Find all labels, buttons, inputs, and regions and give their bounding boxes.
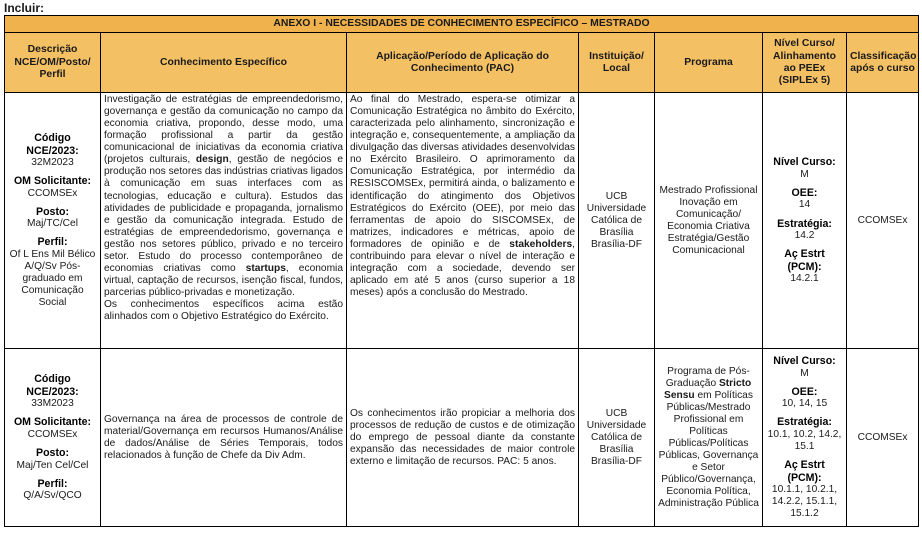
header-conhecimento: Conhecimento Específico [101, 33, 347, 93]
descricao-cell [5, 349, 101, 527]
ac-estrt-label: Aç Estrt (PCM): [784, 459, 825, 484]
programa-text: Mestrado Profissional Inovação em Comunicação/ Economia Criativa Estratégia/Gestão Comunicacional [659, 184, 758, 256]
ac-estrt-value: 14.2.1 [790, 273, 819, 285]
classificacao-cell: CCOMSEx [847, 349, 919, 527]
instituicao-cell: UCB Universidade Católica de Brasília Brasília-DF [579, 93, 655, 349]
codigo-label: Código NCE/2023: [26, 373, 79, 398]
om-value: CCOMSEx [27, 428, 78, 440]
oee-label: OEE: [791, 385, 818, 398]
nivel-cell [763, 93, 847, 349]
aplicacao-text: Ao final do Mestrado, espera-se otimizar a Comunicação Estratégica no âmbito do Exército, caracterizada pelo alinhamento, sincronização e integração e, consequentemente, a ampliação da divulgação das diversas atividades desenvolvidas no Exército Brasileiro. O aprimoramento da Comunicação Estratégica, por intermédio da RESISCOMSEx, permitirá ainda, o balizamento e identificação do atingimento dos Objetivos Estratégicos do Exército (OEE), por meio das ferramentas de apoio do SISCOMSEx, de matrizes, indicadores e métricas, apoio de formadores de opinião e de [350, 94, 575, 250]
estrategia-label: Estratégia: [777, 416, 832, 429]
nivel-curso-value: M [800, 168, 809, 180]
om-value: CCOMSEx [27, 187, 78, 199]
stakeholders-term: stakeholders [509, 238, 573, 250]
header-programa: Programa [655, 33, 763, 93]
header-classificacao: Classificação após o curso [847, 33, 919, 93]
conhecimento-note: Os conhecimentos específicos acima estão alinhados com o Objetivo Estratégico do Exército. [104, 298, 343, 322]
estrategia-label: Estratégia: [777, 217, 832, 230]
programa-text: em Políticas Públicas/Mestrado Profissional em Políticas Públicas/Políticas Públicas, Governança e Setor Público/Governança, Economia Política, Administração Pública [658, 389, 759, 509]
header-descricao: Descrição NCE/OM/Posto/ Perfil [5, 33, 101, 93]
aplicacao-cell [347, 349, 579, 527]
perfil-value: Of L Ens Mil Bélico A/Q/Sv Pós-graduado em Comunicação Social [9, 248, 96, 309]
perfil-label: Perfil: [37, 477, 68, 490]
perfil-label: Perfil: [37, 236, 68, 249]
posto-label: Posto: [36, 447, 69, 460]
oee-label: OEE: [791, 186, 818, 199]
om-label: OM Solicitante: [13, 416, 92, 429]
programa-text: Programa de Pós-Graduação [665, 365, 750, 389]
startups-term: startups [245, 262, 286, 274]
header-instituicao: Instituição/ Local [579, 33, 655, 93]
page-label: Incluir: [4, 1, 45, 15]
header-aplicacao: Aplicação/Período de Aplicação do Conhecimento (PAC) [347, 33, 579, 93]
aplicacao-text: Os conhecimentos irão propiciar a melhoria dos processos de redução de custos e de otimização do emprego de pessoal diante da constante expansão das necessidades de maior controle externo e limitação de recursos. PAC: 5 anos. [350, 407, 575, 467]
header-nivel: Nível Curso/ Alinhamento ao PEEx (SIPLEx 5) [763, 33, 847, 93]
perfil-value: Q/A/Sv/QCO [23, 490, 82, 502]
nivel-curso-label: Nível Curso: [773, 156, 836, 169]
aplicacao-cell [347, 93, 579, 349]
conhecimento-text: , gestão de negócios e produção nos setores das indústrias criativas ligados à comunicação em suas interfaces com as tecnologias, educação e cultura). Estudos das atividades de publicidade e propaganda, jornalismo e gestão da comunicação integrada. Estudo de estratégias de empreendedorismo, governança e gestão nos setores público, privado e no terceiro setor. Estudo do processo contemporâneo de economias criativas como [104, 154, 343, 274]
oee-value: 10, 14, 15 [781, 398, 828, 410]
annex-table [4, 15, 919, 527]
programa-cell [655, 93, 763, 349]
om-label: OM Solicitante: [13, 175, 92, 188]
posto-label: Posto: [36, 205, 69, 218]
ac-estrt-label: Aç Estrt (PCM): [784, 248, 825, 273]
stricto-sensu-term: Stricto Sensu [664, 377, 752, 401]
conhecimento-cell [101, 349, 347, 527]
instituicao-cell: UCB Universidade Católica de Brasília Brasília-DF [579, 349, 655, 527]
nivel-curso-label: Nível Curso: [773, 355, 836, 368]
codigo-label: Código NCE/2023: [26, 132, 79, 157]
descricao-cell [5, 93, 101, 349]
programa-cell [655, 349, 763, 527]
nivel-cell [763, 349, 847, 527]
aplicacao-text: , contribuindo para elevar o nível de interação e integração com a sociedade, devendo ser aplicado em até 5 anos (curso superior a 18 meses) após a conclusão do Mestrado. [350, 238, 575, 298]
table-row [5, 349, 919, 527]
table-row [5, 93, 919, 349]
annex-title: ANEXO I - NECESSIDADES DE CONHECIMENTO ESPECÍFICO – MESTRADO [5, 16, 919, 33]
design-term: design [195, 154, 229, 166]
codigo-value: 32M2023 [31, 157, 74, 169]
oee-value: 14 [798, 199, 811, 211]
posto-value: Maj/TC/Cel [27, 218, 78, 230]
nivel-curso-value: M [800, 367, 809, 379]
conhecimento-text: , economia virtual, captação de recursos, isenção fiscal, fundos, parcerias público-privadas e monetização. [104, 262, 343, 298]
estrategia-value: 14.2 [794, 230, 815, 242]
conhecimento-text: Governança na área de processos de controle de material/Governança em recursos Humanos/Análise de dados/Análise de Séries Temporais, todos relacionados à função de Chefe da Div Adm. [104, 413, 343, 461]
posto-value: Maj/Ten Cel/Cel [16, 459, 89, 471]
classificacao-cell: CCOMSEx [847, 93, 919, 349]
ac-estrt-value: 10.1.1, 10.2.1, 14.2.2, 15.1.1, 15.1.2 [771, 484, 838, 520]
conhecimento-cell [101, 93, 347, 349]
codigo-value: 33M2023 [31, 398, 74, 410]
conhecimento-text: Investigação de estratégias de empreendedorismo, governança e gestão da comunicação no campo da economia criativa, propondo, desse modo, uma formação profissional a partir da gestão comunicacional de iniciativas da economia criativa (projetos culturais, [104, 94, 343, 166]
estrategia-value: 10.1, 10.2, 14.2, 15.1 [767, 428, 842, 452]
